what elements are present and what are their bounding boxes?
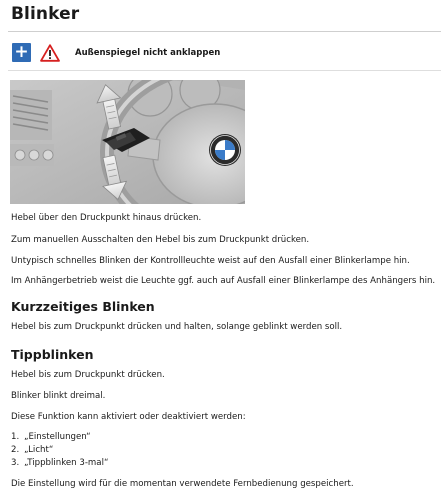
section-text: Hebel bis zum Druckpunkt drücken und halten, solange geblinkt werden soll. [11,322,343,332]
list-item-number: 3. [11,458,20,468]
expand-button[interactable]: + [12,43,31,62]
instruction-text: Hebel über den Druckpunkt hinaus drücken. [11,213,202,223]
list-item [11,445,53,456]
warning-notice[interactable] [12,43,220,62]
list-item-number: 2. [11,445,20,455]
notice-divider [8,70,441,71]
section-heading-kurzzeitiges-blinken: Kurzzeitiges Blinken [11,299,155,314]
list-item-text: „Licht“ [24,445,54,455]
list-item-text: „Einstellungen“ [24,432,91,442]
footer-note: Die Einstellung wird für die momentan verwendete Fernbedienung gespeichert. [11,479,354,489]
warning-triangle-icon [40,44,60,62]
list-item [11,432,91,443]
instruction-text: Untypisch schnelles Blinken der Kontrollleuchte weist auf den Ausfall einer Blinkerlampe hin. [11,256,410,266]
list-item-text: „Tippblinken 3-mal“ [24,458,109,468]
title-divider [8,31,441,32]
list-item [11,458,108,469]
section-text: Hebel bis zum Druckpunkt drücken. [11,370,165,380]
section-heading-tippblinken: Tippblinken [11,347,94,362]
section-text: Diese Funktion kann aktiviert oder deaktiviert werden: [11,412,246,422]
section-text: Blinker blinkt dreimal. [11,391,106,401]
notice-text: Außenspiegel nicht anklappen [75,47,221,58]
page-title: Blinker [11,4,80,24]
steering-column-lever-photo [10,80,245,204]
list-item-number: 1. [11,432,20,442]
instruction-text: Im Anhängerbetrieb weist die Leuchte ggf. auch auf Ausfall einer Blinkerlampe des Anhängers hin. [11,276,436,286]
instruction-text: Zum manuellen Ausschalten den Hebel bis zum Druckpunkt drücken. [11,235,310,245]
